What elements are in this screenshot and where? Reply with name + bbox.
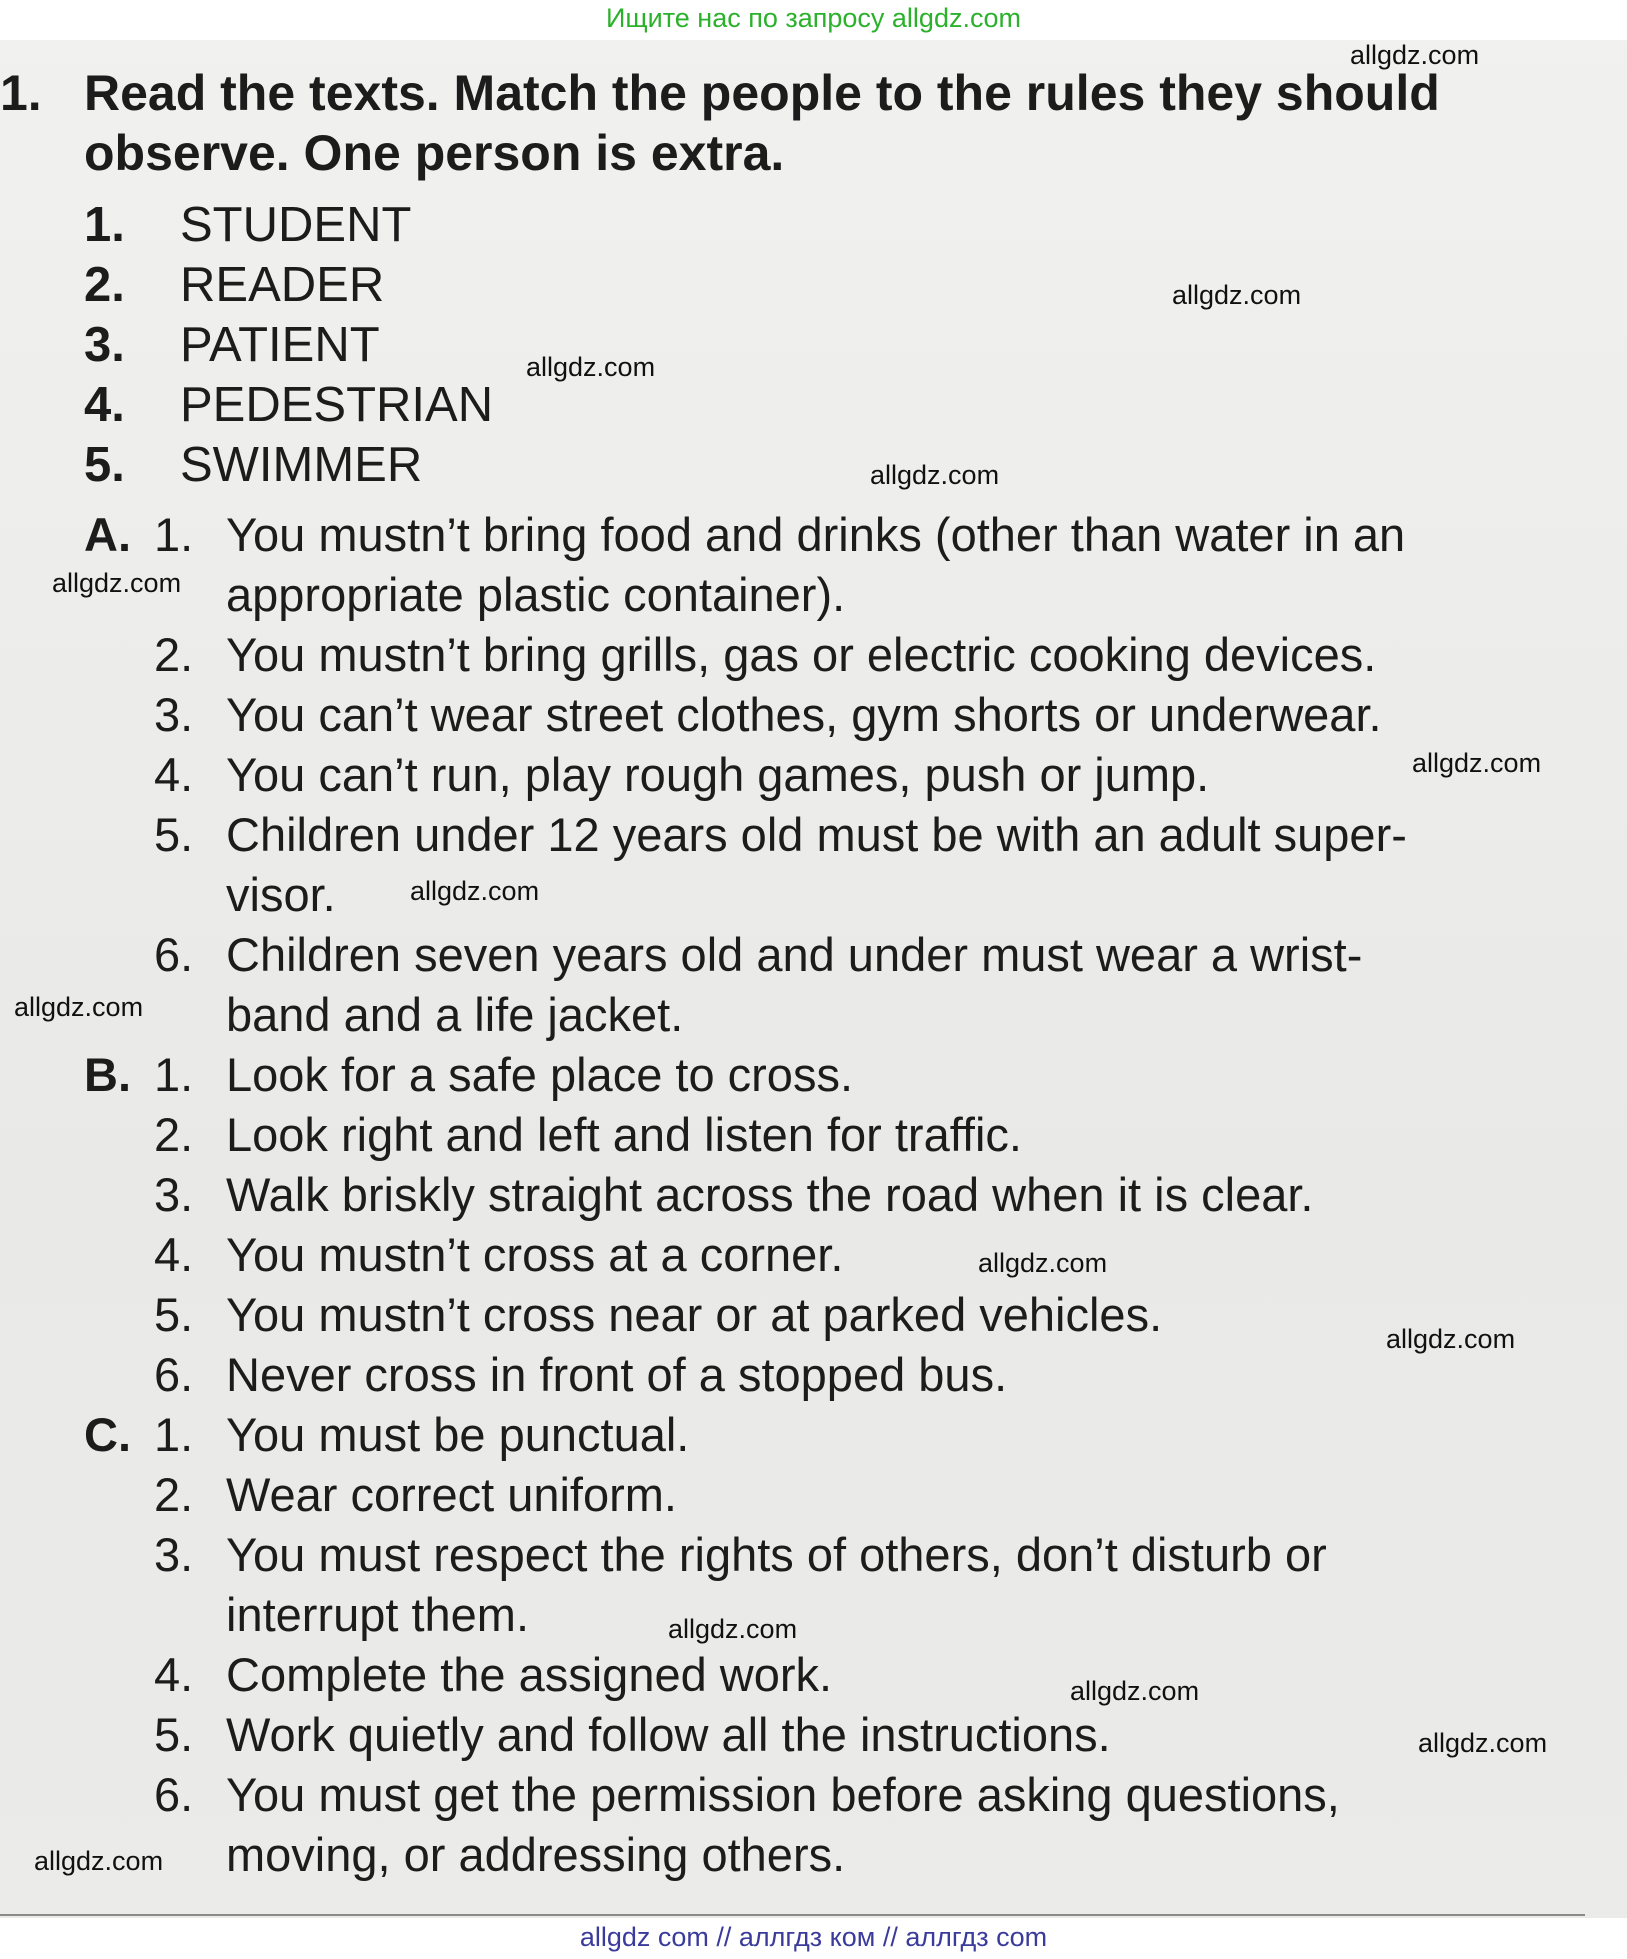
- rule-text: You mustn’t bring grills, gas or electric cooking devices.: [226, 628, 1377, 681]
- task-number: 1.: [0, 65, 42, 121]
- watermark: allgdz.com: [1172, 280, 1302, 310]
- rule-b-3: [154, 1165, 1584, 1225]
- task-title-line-2: observe. One person is extra.: [84, 125, 785, 181]
- rule-number: 3.: [154, 1168, 194, 1221]
- rule-number: 2.: [154, 628, 194, 681]
- rule-number: 4.: [154, 1228, 194, 1281]
- rule-number: 1.: [154, 508, 194, 561]
- rule-number: 5.: [154, 808, 194, 861]
- watermark: allgdz.com: [668, 1614, 798, 1644]
- rule-a-3: [154, 685, 1584, 745]
- rule-text: Complete the assigned work.: [226, 1648, 833, 1701]
- rule-c-6-continued: moving, or addressing others.: [226, 1828, 846, 1881]
- person-item: [84, 195, 411, 255]
- rule-number: 3.: [154, 1528, 194, 1581]
- rule-a-2: [154, 625, 1584, 685]
- rule-text: Children seven years old and under must wear a wrist-: [226, 928, 1363, 981]
- rule-text: Walk briskly straight across the road when it is clear.: [226, 1168, 1314, 1221]
- watermark: allgdz.com: [410, 876, 540, 906]
- rule-text: You mustn’t bring food and drinks (other than water in an: [226, 508, 1406, 561]
- rule-b-4: [154, 1225, 1584, 1285]
- watermark: allgdz.com: [1418, 1728, 1548, 1758]
- rule-text: You can’t run, play rough games, push or jump.: [226, 748, 1210, 801]
- rule-a-6-continued: band and a life jacket.: [226, 988, 684, 1041]
- top-banner[interactable]: Ищите нас по запросу allgdz.com: [0, 0, 1627, 40]
- rule-c-5: [154, 1705, 1584, 1765]
- rule-text: You must respect the rights of others, don’t disturb or: [226, 1528, 1327, 1581]
- watermark: allgdz.com: [1412, 748, 1542, 778]
- person-label: PATIENT: [180, 318, 380, 372]
- person-number: 1.: [84, 198, 125, 252]
- group-b-letter: B.: [84, 1048, 131, 1101]
- rule-c-3: [154, 1525, 1584, 1585]
- rule-number: 2.: [154, 1468, 194, 1521]
- person-item: [84, 435, 422, 495]
- person-number: 5.: [84, 438, 125, 492]
- group-a-letter: A.: [84, 508, 131, 561]
- watermark: allgdz.com: [1386, 1324, 1516, 1354]
- rule-text: You mustn’t cross near or at parked vehicles.: [226, 1288, 1163, 1341]
- rule-number: 2.: [154, 1108, 194, 1161]
- person-number: 3.: [84, 318, 125, 372]
- rule-text: You must be punctual.: [226, 1408, 690, 1461]
- rule-c-6: [154, 1765, 1584, 1825]
- person-item: [84, 315, 380, 375]
- rule-number: 5.: [154, 1708, 194, 1761]
- task-title: [84, 63, 1584, 183]
- watermark: allgdz.com: [1070, 1676, 1200, 1706]
- person-item: [84, 255, 384, 315]
- rule-b-2: [154, 1105, 1584, 1165]
- rule-number: 6.: [154, 1768, 194, 1821]
- rule-number: 5.: [154, 1288, 194, 1341]
- rule-c-2: [154, 1465, 1584, 1525]
- rule-text: Children under 12 years old must be with an adult super-: [226, 808, 1407, 861]
- rule-number: 6.: [154, 928, 194, 981]
- rule-text: Look for a safe place to cross.: [226, 1048, 853, 1101]
- page-divider: [0, 1914, 1585, 1916]
- group-c-letter: C.: [84, 1408, 131, 1461]
- rule-c-3-continued: interrupt them.: [226, 1588, 530, 1641]
- bottom-banner[interactable]: allgdz com // аллгдз ком // аллгдз com: [0, 1918, 1627, 1959]
- rule-a-4: [154, 745, 1584, 805]
- rule-b-1: [154, 1045, 1584, 1105]
- person-label: SWIMMER: [180, 438, 423, 492]
- rule-b-5: [154, 1285, 1584, 1345]
- watermark: allgdz.com: [34, 1846, 164, 1876]
- rule-a-1-continued: appropriate plastic container).: [226, 568, 846, 621]
- watermark: allgdz.com: [870, 460, 1000, 490]
- task-title-line-1: Read the texts. Match the people to the rules they should: [84, 65, 1440, 121]
- person-label: PEDESTRIAN: [180, 378, 494, 432]
- rule-number: 3.: [154, 688, 194, 741]
- watermark: allgdz.com: [14, 992, 144, 1022]
- show-through-shadow: [1100, 380, 1110, 390]
- rule-text: You mustn’t cross at a corner.: [226, 1228, 844, 1281]
- watermark: allgdz.com: [1350, 40, 1480, 70]
- rule-a-6: [154, 925, 1584, 985]
- rule-text: Look right and left and listen for traffic.: [226, 1108, 1022, 1161]
- rule-c-1: [154, 1405, 1584, 1465]
- person-item: [84, 375, 493, 435]
- person-number: 4.: [84, 378, 125, 432]
- person-label: READER: [180, 258, 385, 312]
- rule-a-5: [154, 805, 1584, 865]
- rule-number: 4.: [154, 1648, 194, 1701]
- watermark: allgdz.com: [526, 352, 656, 382]
- rule-a-5-continued: visor.: [226, 868, 336, 921]
- watermark: allgdz.com: [52, 568, 182, 598]
- rule-c-4: [154, 1645, 1584, 1705]
- rule-a-1: [154, 505, 1584, 565]
- rule-text: Work quietly and follow all the instructions.: [226, 1708, 1111, 1761]
- rule-text: Never cross in front of a stopped bus.: [226, 1348, 1008, 1401]
- rule-b-6: [154, 1345, 1584, 1405]
- rule-number: 6.: [154, 1348, 194, 1401]
- rule-text: You must get the permission before asking questions,: [226, 1768, 1340, 1821]
- watermark: allgdz.com: [978, 1248, 1108, 1278]
- rule-text: Wear correct uniform.: [226, 1468, 677, 1521]
- rule-number: 1.: [154, 1408, 194, 1461]
- person-label: STUDENT: [180, 198, 412, 252]
- rule-text: You can’t wear street clothes, gym shorts or underwear.: [226, 688, 1382, 741]
- person-number: 2.: [84, 258, 125, 312]
- rule-number: 1.: [154, 1048, 194, 1101]
- rule-number: 4.: [154, 748, 194, 801]
